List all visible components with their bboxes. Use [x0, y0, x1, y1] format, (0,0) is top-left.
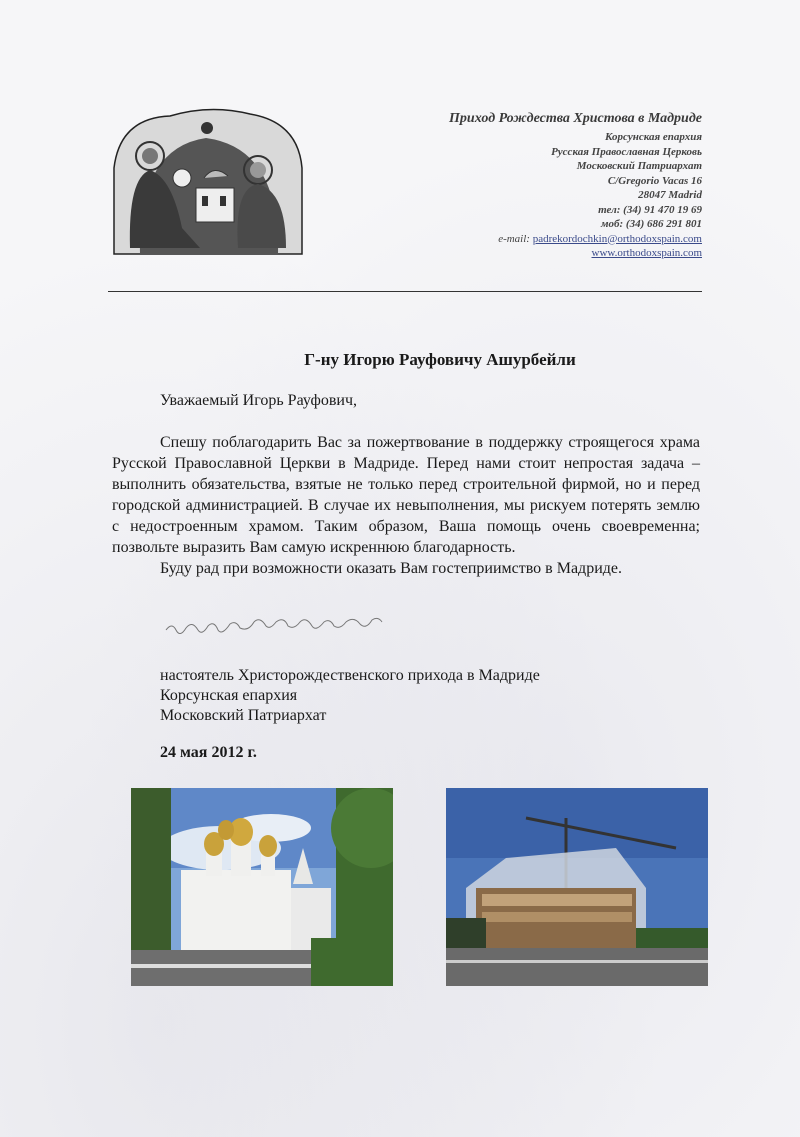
website-line	[372, 246, 702, 261]
parish-name: Приход Рождества Христова в Мадриде	[449, 111, 702, 126]
mobile-number: моб: (34) 686 291 801	[600, 218, 702, 230]
body-paragraph-1: Спешу поблагодарить Вас за пожертвование в поддержку строящегося храма Русской Православной Церкви в Мадриде. Перед нами стоит непростая задача – выполнить обязательства, взятые не только перед строительной фирмой, но и перед городской администрацией. В случае их невыполнения, мы рискуем потерять землю с недостроенным храмом. Таким образом, Ваша помощь очень своевременна; позвольте выразить Вам самую искреннюю благодарность.	[112, 434, 700, 556]
patriarchate-line: Московский Патриархат	[576, 160, 702, 172]
email-link[interactable]: padrekordochkin@orthodoxspain.com	[532, 232, 702, 245]
closing-diocese: Корсунская епархия	[160, 687, 298, 704]
header-divider	[108, 291, 702, 292]
email-label: e-mail:	[498, 232, 530, 245]
construction-site-photo	[446, 788, 708, 986]
website-link[interactable]: www.orthodoxspain.com	[591, 247, 702, 259]
handwritten-signature	[162, 616, 442, 640]
letterhead	[372, 110, 702, 261]
email-line	[372, 232, 702, 247]
church-rendering-photo	[131, 788, 393, 986]
nativity-icon	[110, 108, 305, 256]
church-line: Русская Православная Церковь	[551, 145, 702, 158]
letter-body	[112, 432, 700, 579]
letter-date: 24 мая 2012 г.	[160, 744, 257, 761]
greeting: Уважаемый Игорь Рауфович,	[160, 392, 357, 409]
city-address: 28047 Madrid	[638, 189, 702, 201]
recipient-line: Г-ну Игорю Рауфовичу Ашурбейли	[304, 350, 576, 369]
body-paragraph-2: Буду рад при возможности оказать Вам гостеприимство в Мадриде.	[160, 560, 622, 577]
phone-number: тел: (34) 91 470 19 69	[598, 203, 702, 216]
signature-block	[160, 666, 540, 726]
rector-title: настоятель Христорождественского прихода в Мадриде	[160, 667, 540, 684]
diocese-line: Корсунская епархия	[604, 131, 702, 143]
street-address: C/Gregorio Vacas 16	[607, 174, 702, 187]
closing-patriarchate: Московский Патриархат	[160, 707, 327, 724]
